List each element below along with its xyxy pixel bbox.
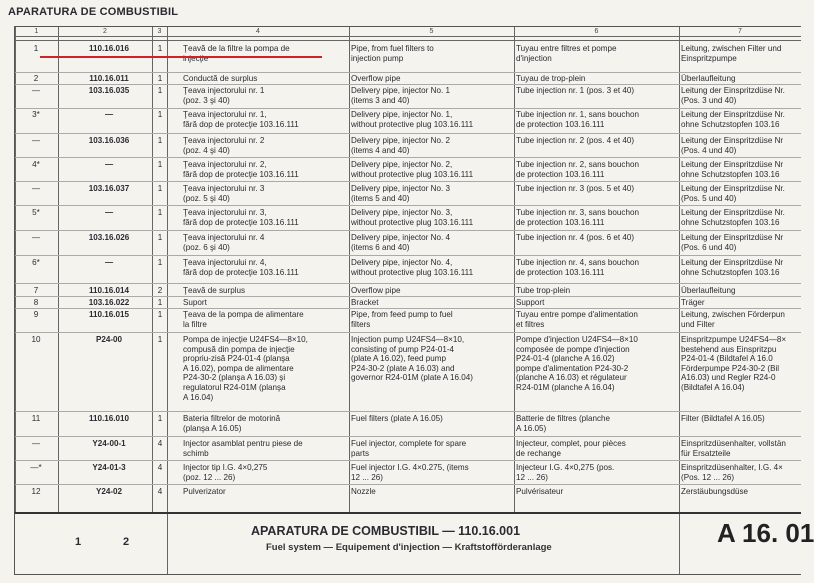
- english-description: Pipe, from fuel filters to injection pump: [351, 44, 434, 63]
- german-description: Leitung, zwischen Filter und Einspritzpumpe: [681, 44, 782, 63]
- quantity-cell: 1: [157, 208, 163, 217]
- english-description: Delivery pipe, injector No. 2, without protective plug 103.16.111: [351, 160, 474, 179]
- position-cell: —: [31, 136, 41, 145]
- german-description: Leitung der Einspritzdüse Nr. ohne Schutzstopfen 103.16: [681, 110, 785, 129]
- quantity-cell: 1: [157, 44, 163, 53]
- german-description: Leitung der Einspritzdüse Nr (Pos. 6 und 40): [681, 233, 784, 252]
- part-code-cell: 110.16.016: [88, 44, 130, 53]
- french-description: Pulvérisateur: [516, 487, 564, 496]
- english-description: Pipe, from feed pump to fuel filters: [351, 310, 453, 329]
- position-cell: —: [31, 184, 41, 193]
- position-cell: 1: [33, 44, 39, 53]
- german-description: Leitung der Einspritzdüse Nr. (Pos. 3 und 40): [681, 86, 785, 105]
- french-description: Tuyau de trop-plein: [516, 74, 586, 83]
- english-description: Fuel filters (plate A 16.05): [351, 414, 443, 423]
- english-description: Delivery pipe, injector No. 3 (items 5 and 40): [351, 184, 450, 203]
- quantity-cell: 4: [157, 439, 163, 448]
- romanian-description: Injector asamblat pentru piese de schimb: [183, 439, 303, 458]
- footer-number-1: 1: [75, 536, 82, 548]
- french-description: Tube injection nr. 4, sans bouchon de protection 103.16.111: [516, 258, 639, 277]
- romanian-description: Ţeava injectorului nr. 1, fără dop de protecţie 103.16.111: [183, 110, 299, 129]
- position-cell: 11: [31, 414, 41, 423]
- col-header-2: 2: [103, 28, 107, 35]
- english-description: Nozzle: [351, 487, 376, 496]
- english-description: Injection pump U24FS4—8×10, consisting of pump P24-01-4 (plate A 16.02), feed pump P24-30-2 (plate A 16.03) and governor R24-01M (plate A 16.04): [351, 335, 473, 383]
- quantity-cell: 1: [157, 298, 163, 307]
- english-description: Delivery pipe, injector No. 2 (items 4 and 40): [351, 136, 450, 155]
- romanian-description: Ţeavă de la filtre la pompa de injecţie: [183, 44, 290, 63]
- parts-table: [14, 26, 801, 513]
- part-code-cell: —: [104, 110, 114, 119]
- german-description: Leitung der Einspritzdüse Nr. (Pos. 5 und 40): [681, 184, 785, 203]
- position-cell: 4*: [32, 160, 40, 169]
- german-description: Leitung der Einspritzdüse Nr. ohne Schutzstopfen 103.16: [681, 208, 785, 227]
- part-code-cell: 110.16.014: [88, 286, 130, 295]
- romanian-description: Ţeava injectorului nr. 4 (poz. 6 şi 40): [183, 233, 265, 252]
- footer-subtitle: Fuel system — Equipement d'injection — Kraftstofförderanlage: [266, 542, 552, 553]
- position-cell: —*: [30, 463, 42, 472]
- position-cell: 5*: [32, 208, 40, 217]
- german-description: Zerstäubungsdüse: [681, 487, 749, 496]
- german-description: Filter (Bildtafel A 16.05): [681, 414, 765, 423]
- position-cell: 9: [33, 310, 39, 319]
- german-description: Leitung der Einspritzdüse Nr ohne Schutzstopfen 103.16: [681, 160, 784, 179]
- romanian-description: Conductă de surplus: [183, 74, 258, 83]
- german-description: Einspritzdüsenhalter, I.G. 4× (Pos. 12 ... 26): [681, 463, 783, 482]
- part-code-cell: 103.16.037: [88, 184, 130, 193]
- french-description: Tube trop-plein: [516, 286, 571, 295]
- french-description: Tube injection nr. 3, sans bouchon de protection 103.16.111: [516, 208, 639, 227]
- footer-title: APARATURA DE COMBUSTIBIL — 110.16.001: [251, 524, 521, 538]
- french-description: Tube injection nr. 3 (pos. 5 et 40): [516, 184, 635, 193]
- position-cell: 10: [31, 335, 41, 344]
- quantity-cell: 1: [157, 335, 163, 344]
- english-description: Delivery pipe, injector No. 3, without protective plug 103.16.111: [351, 208, 474, 227]
- red-underline-mark: [40, 56, 322, 58]
- position-cell: 2: [33, 74, 39, 83]
- german-description: Überlaufleitung: [681, 74, 736, 83]
- romanian-description: Ţeava injectorului nr. 2, fără dop de protecţie 103.16.111: [183, 160, 299, 179]
- french-description: Tube injection nr. 4 (pos. 6 et 40): [516, 233, 635, 242]
- english-description: Fuel injector, complete for spare parts: [351, 439, 467, 458]
- part-code-cell: 103.16.035: [88, 86, 130, 95]
- french-description: Tube injection nr. 1 (pos. 3 et 40): [516, 86, 635, 95]
- quantity-cell: 1: [157, 310, 163, 319]
- romanian-description: Ţeava injectorului nr. 4, fără dop de protecţie 103.16.111: [183, 258, 299, 277]
- german-description: Leitung der Einspritzdüse Nr ohne Schutzstopfen 103.16: [681, 258, 784, 277]
- footer-block: [14, 512, 814, 575]
- english-description: Fuel injector I.G. 4×0.275, (items 12 ... 26): [351, 463, 469, 482]
- position-cell: 8: [33, 298, 39, 307]
- french-description: Pompe d'injection U24FS4—8×10 composée de pompe d'injection P24-01-4 (planche A 16.02) pompe d'alimentation P24-30-2 (planche A 16.03) et régulateur R24-01M (planche A 16.04): [516, 335, 638, 392]
- part-code-cell: 110.16.015: [88, 310, 130, 319]
- english-description: Delivery pipe, injector No. 4, without protective plug 103.16.111: [351, 258, 474, 277]
- german-description: Leitung, zwischen Förderpun und Filter: [681, 310, 785, 329]
- position-cell: 12: [31, 487, 41, 496]
- french-description: Tuyau entre pompe d'alimentation et filtres: [516, 310, 638, 329]
- position-cell: 3*: [32, 110, 40, 119]
- romanian-description: Bateria filtrelor de motorină (planşa A 16.05): [183, 414, 281, 433]
- position-cell: —: [31, 439, 41, 448]
- french-description: Injecteur I.G. 4×0,275 (pos. 12 ... 26): [516, 463, 615, 482]
- quantity-cell: 1: [157, 110, 163, 119]
- position-cell: —: [31, 86, 41, 95]
- part-code-cell: —: [104, 208, 114, 217]
- col-header-6: 6: [594, 28, 599, 35]
- romanian-description: Injector tip I.G. 4×0,275 (poz. 12 ... 26): [183, 463, 268, 482]
- german-description: Leitung der Einspritzdüse Nr (Pos. 4 und 40): [681, 136, 784, 155]
- footer-plate-code: A 16. 01: [717, 518, 814, 548]
- french-description: Tube injection nr. 2 (pos. 4 et 40): [516, 136, 635, 145]
- quantity-cell: 2: [157, 286, 163, 295]
- romanian-description: Ţeava injectorului nr. 3 (poz. 5 şi 40): [183, 184, 265, 203]
- german-description: Einspritzpumpe U24FS4—8× bestehend aus Einspritzpu P24-01-4 (Bildtafel A 16.0 Förderpumpe P24-30-2 (Bil A16.03) und Regler R24-0 (Bildtafel A 16.04): [681, 335, 787, 392]
- german-description: Überlaufleitung: [681, 286, 736, 295]
- page-header-title: APARATURA DE COMBUSTIBIL: [8, 6, 179, 18]
- quantity-cell: 4: [157, 487, 163, 496]
- position-cell: 7: [33, 286, 39, 295]
- romanian-description: Ţeavă de surplus: [183, 286, 246, 295]
- quantity-cell: 1: [157, 74, 163, 83]
- part-code-cell: 110.16.010: [88, 414, 130, 423]
- french-description: Support: [516, 298, 545, 307]
- romanian-description: Ţeava injectorului nr. 3, fără dop de protecţie 103.16.111: [183, 208, 299, 227]
- french-description: Tube injection nr. 1, sans bouchon de protection 103.16.111: [516, 110, 639, 129]
- german-description: Träger: [681, 298, 705, 307]
- quantity-cell: 1: [157, 136, 163, 145]
- part-code-cell: 103.16.036: [88, 136, 130, 145]
- part-code-cell: 110.16.011: [89, 74, 129, 83]
- romanian-description: Ţeava de la pompa de alimentare la filtre: [183, 310, 304, 329]
- french-description: Batterie de filtres (planche A 16.05): [516, 414, 611, 433]
- col-header-7: 7: [738, 28, 742, 35]
- part-code-cell: Y24-00-1: [92, 439, 126, 448]
- col-header-4: 4: [256, 28, 260, 35]
- english-description: Delivery pipe, injector No. 1 (items 3 and 40): [351, 86, 450, 105]
- position-cell: 6*: [32, 258, 40, 267]
- quantity-cell: 1: [157, 86, 163, 95]
- romanian-description: Ţeava injectorului nr. 1 (poz. 3 şi 40): [183, 86, 265, 105]
- col-header-3: 3: [157, 28, 162, 35]
- quantity-cell: 1: [157, 160, 163, 169]
- footer-number-2: 2: [123, 536, 130, 548]
- col-header-5: 5: [429, 28, 434, 35]
- part-code-cell: 103.16.026: [88, 233, 130, 242]
- english-description: Bracket: [351, 298, 379, 307]
- english-description: Overflow pipe: [351, 286, 401, 295]
- english-description: Delivery pipe, injector No. 4 (items 6 and 40): [351, 233, 450, 252]
- romanian-description: Ţeava injectorului nr. 2 (poz. 4 şi 40): [183, 136, 265, 155]
- french-description: Injecteur, complet, pour pièces de rechange: [516, 439, 626, 458]
- position-cell: —: [31, 233, 41, 242]
- french-description: Tuyau entre filtres et pompe d'injection: [516, 44, 617, 63]
- romanian-description: Pompa de injecţie U24FS4—8×10, compusă din pompa de injecţie propriu-zisă P24-01-4 (planşa A 16.02), pompa de alimentare P24-30-2 (planşa A 16.03) şi regulatorul R24-01M (planşa A 16.04): [183, 335, 308, 402]
- quantity-cell: 1: [157, 258, 163, 267]
- quantity-cell: 1: [157, 414, 163, 423]
- quantity-cell: 4: [157, 463, 163, 472]
- part-code-cell: Y24-01-3: [92, 463, 126, 472]
- english-description: Delivery pipe, injector No. 1, without protective plug 103.16.111: [351, 110, 474, 129]
- english-description: Overflow pipe: [351, 74, 401, 83]
- german-description: Einspritzdüsenhalter, vollstän für Ersatzteile: [681, 439, 786, 458]
- part-code-cell: Y24-02: [95, 487, 123, 496]
- quantity-cell: 1: [157, 233, 163, 242]
- quantity-cell: 1: [157, 184, 163, 193]
- romanian-description: Pulverizator: [183, 487, 226, 496]
- romanian-description: Suport: [183, 298, 207, 307]
- part-code-cell: 103.16.022: [88, 298, 130, 307]
- french-description: Tube injection nr. 2, sans bouchon de protection 103.16.111: [516, 160, 639, 179]
- part-code-cell: P24-00: [95, 335, 123, 344]
- part-code-cell: —: [104, 160, 114, 169]
- part-code-cell: —: [104, 258, 114, 267]
- col-header-1: 1: [34, 28, 39, 35]
